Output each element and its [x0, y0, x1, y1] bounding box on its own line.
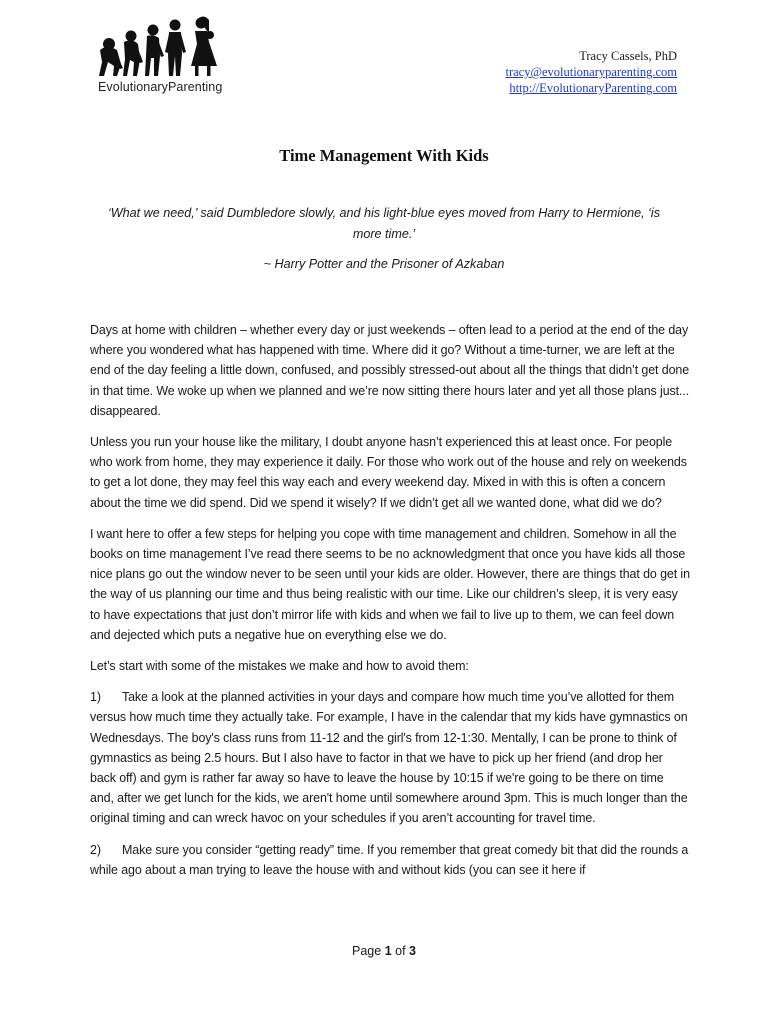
- page-current: 1: [384, 944, 392, 958]
- of-label: of: [395, 944, 406, 958]
- website-link[interactable]: http://EvolutionaryParenting.com: [509, 81, 677, 95]
- paragraph: I want here to offer a few steps for helping you cope with time management and children. Somehow in all the books on time management I’ve read there seems to be no acknowledgment that once you have kids all those nice plans go out the window never to be seen until your kids are older. However, there are things that do get in the way of us planning our time and thus being realistic with our time. Like our children’s sleep, it is very easy to have expectations that just don’t mirror life with kids and when we fail to live up to them, we can feel down and dejected which puts a negative hue on everything else we do.: [90, 526, 690, 642]
- evolution-silhouettes-icon: [95, 14, 230, 100]
- author-name: Tracy Cassels, PhD: [579, 49, 677, 63]
- paragraph: Days at home with children – whether every day or just weekends – often lead to a period at the end of the day where you wondered what has happened with time. Where did it go? Without a time-turner, we are left at the end of the day feeling a little down, confused, and possibly stressed-out about all the things that didn’t get done in that time. We woke up when we planned and we’re now sitting there hours later and yet all those plans just... disappeared.: [90, 323, 690, 418]
- evolution-figures-graphic: [95, 14, 230, 80]
- page-title: Time Management With Kids: [279, 146, 489, 165]
- page-footer: [0, 944, 768, 958]
- list-item-text: Make sure you consider “getting ready” time. If you remember that great comedy bit that did the rounds a while ago about a man trying to leave the house with and without kids (you can see it here if: [90, 842, 689, 877]
- article-body: [90, 320, 690, 891]
- list-item-number: 1): [90, 690, 101, 705]
- paragraph: Unless you run your house like the military, I doubt anyone hasn’t experienced this at least once. For people who work from home, they may experience it daily. For those who work out of the house and rely on weekends to get a lot done, they may feel this way each and every weekend day. Mixed in with this is often a concern about the time we did spend. Did we spend it wisely? If we didn’t get all we wanted done, what did we do?: [90, 435, 687, 510]
- list-item: [90, 840, 690, 880]
- list-item: [90, 687, 690, 828]
- page-label: Page: [352, 944, 382, 958]
- epigraph-quote: ‘What we need,’ said Dumbledore slowly, and his light-blue eyes moved from Harry to Hermione, ‘is more time.’: [107, 206, 661, 241]
- epigraph-source: ~ Harry Potter and the Prisoner of Azkaban: [263, 257, 505, 271]
- email-link[interactable]: tracy@evolutionaryparenting.com: [505, 65, 677, 79]
- list-item-number: 2): [90, 842, 101, 857]
- list-item-text: Take a look at the planned activities in your days and compare how much time you’ve allotted for them versus how much time they actually take. For example, I have in the calendar that my kids have gymnastics on Wednesdays. The boy's class runs from 11-12 and the girl's from 12-1:30. Mentally, I can be prone to think of gymnastics as being 2.5 hours. But I also have to factor in that we have to pick up her friend (and drop her back off) and gym is rather far away so have to leave the house by 10:15 if we're going to be there on time and, after we get lunch for the kids, we aren't home until somewhere around 3pm. This is much longer than the original timing and can wreck havoc on your schedules if you aren’t accounting for travel time.: [90, 690, 688, 826]
- contact-block: [505, 48, 677, 96]
- logo-text: EvolutionaryParenting: [98, 80, 223, 94]
- paragraph: Let’s start with some of the mistakes we make and how to avoid them:: [90, 659, 469, 674]
- page-total: 3: [409, 944, 416, 958]
